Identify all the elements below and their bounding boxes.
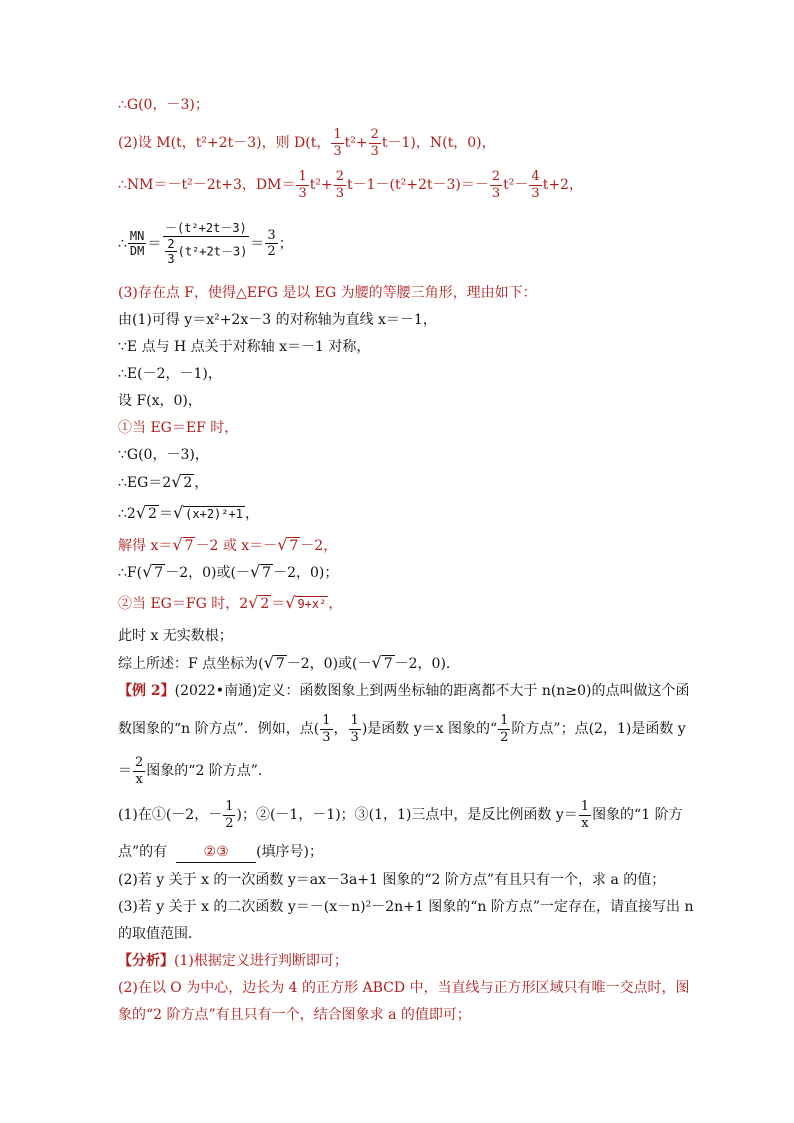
text: t+2，: [542, 177, 583, 194]
line-no-root: 此时 x 无实数根；: [118, 628, 233, 644]
sqrt: √ 9+x²: [285, 593, 327, 612]
text: t－1－(t²+2t－3)＝－: [347, 177, 489, 194]
text: ②当 EG＝FG 时，2: [118, 596, 249, 612]
denominator: x: [135, 771, 143, 787]
denominator: 3: [350, 729, 359, 745]
line-case1: ①当 EG＝EF 时，: [118, 420, 239, 436]
denominator: x: [581, 815, 589, 831]
line-case2: [118, 593, 342, 614]
text: ＝: [250, 235, 265, 252]
denominator: 3: [491, 185, 501, 201]
analysis-tag: 【分析】: [118, 953, 174, 969]
text: ∴EG＝2: [118, 475, 172, 491]
numerator: 3: [267, 227, 276, 243]
text: －2，0)或(－: [286, 656, 372, 672]
line-q3-cont: 的取值范围．: [118, 926, 202, 942]
denominator: 3: [333, 143, 342, 159]
line-f-result: [118, 562, 338, 583]
line-analysis-2: (2)在以 O 为中心，边长为 4 的正方形 ABCD 中，当直线与正方形区域只有唯一交点时，图: [118, 980, 690, 996]
fraction: [133, 756, 145, 786]
numerator: 1: [350, 713, 359, 728]
text: ，: [194, 475, 209, 491]
text: －2，0)；: [273, 565, 339, 581]
numerator: 2: [167, 236, 175, 251]
line-analysis-3: 象的“2 阶方点”有且只有一个，结合图象求 a 的值即可；: [118, 1007, 471, 1023]
line-summary: [118, 653, 450, 674]
text: ，: [328, 596, 343, 612]
numerator: 2: [370, 127, 379, 142]
line-part3: (3)存在点 F，使得△EFG 是以 EG 为腰的等腰三角形，理由如下：: [118, 285, 537, 301]
text: －2 或 x＝－: [195, 538, 278, 554]
answer-blank: ②③: [176, 842, 256, 863]
fraction: [369, 128, 381, 158]
numerator: 1: [500, 713, 509, 728]
radicand: 2: [148, 506, 157, 522]
numerator: 1: [333, 127, 342, 142]
line-eg: [118, 472, 208, 493]
text: ∴2: [118, 506, 136, 522]
line-g-coord: ∴G(0，－3)；: [118, 97, 209, 113]
sqrt: √ 2: [135, 503, 157, 522]
sqrt: √ 2: [171, 472, 193, 491]
numerator: 2: [135, 755, 144, 770]
line-example-def: [118, 714, 686, 744]
sqrt: √ 7: [249, 562, 272, 581]
line-set-m: [118, 128, 496, 158]
line-q1: [118, 800, 683, 830]
text: 阶方点”；点(2，1)是函数 y: [511, 721, 686, 738]
text: t－1)，N(t，0)，: [381, 135, 496, 152]
line-q1-answer: [118, 842, 323, 863]
text: ∴F(: [118, 565, 143, 581]
text: (1)在①(－2，－: [118, 807, 223, 824]
numerator: MN: [129, 228, 145, 243]
text: )是函数 y＝x 图象的“: [361, 721, 498, 738]
sqrt: √ (x+2)²+1: [172, 503, 243, 522]
numerator: 1: [225, 799, 234, 814]
text: t²+: [344, 135, 368, 152]
radicand: 7: [154, 565, 164, 581]
line-set-f: 设 F(x，0)，: [118, 393, 202, 409]
line-example-func: [118, 756, 272, 786]
line-e-coord: ∴E(－2，－1)，: [118, 366, 222, 382]
sqrt: √ 2: [248, 593, 270, 612]
denominator: 2: [225, 815, 234, 831]
text: ＝: [158, 506, 173, 522]
sqrt: √ 7: [172, 535, 194, 554]
text: ∴: [118, 235, 127, 252]
radicand: 7: [262, 565, 272, 581]
radicand: 2: [183, 475, 193, 491]
denominator: 3: [167, 252, 175, 267]
radicand: 7: [289, 538, 299, 554]
text: 图象的“2 阶方点”．: [146, 763, 272, 780]
denominator: 2: [267, 244, 276, 260]
denominator: 3: [298, 185, 307, 201]
text: t²+: [309, 177, 333, 194]
line-solve: [118, 535, 337, 556]
denominator: 3: [531, 185, 540, 201]
text: ＝: [271, 596, 286, 612]
fraction: [498, 714, 510, 744]
text: ∴NM＝－t²－2t+3，DM＝: [118, 177, 296, 194]
sqrt: √ 7: [277, 535, 299, 554]
line-analysis: [118, 951, 348, 971]
radicand: 7: [184, 538, 194, 554]
text: 综上所述：F 点坐标为(: [118, 656, 264, 672]
text: 图象的“1 阶方: [592, 807, 683, 824]
radicand: 2: [260, 596, 270, 612]
text: ＝: [147, 235, 162, 252]
denominator: DM: [129, 244, 145, 259]
fraction: [579, 800, 591, 830]
fraction: [334, 170, 346, 200]
fraction: [165, 238, 176, 266]
text: (2)设 M(t，t²+2t－3)，则 D(t，: [118, 135, 331, 152]
fraction: [223, 800, 235, 830]
fraction: [529, 170, 541, 200]
line-example2: [118, 681, 689, 701]
fraction: [265, 229, 277, 259]
line-ratio: [118, 222, 293, 266]
text: 解得 x＝: [118, 538, 173, 554]
text: (t²+2t－3): [177, 244, 248, 259]
denominator: 2: [500, 729, 509, 745]
numerator: 1: [322, 713, 331, 728]
line-g-again: ∵G(0，－3)，: [118, 447, 209, 463]
line-symmetric: ∵E 点与 H 点关于对称轴 x＝－1 对称，: [118, 339, 371, 355]
text: 点”的有: [118, 844, 168, 860]
numerator: 1: [580, 799, 590, 814]
line-q3: (3)若 y 关于 x 的二次函数 y＝－(x－n)²－2n+1 图象的“n 阶方点”一定存在，请直接写出 n: [118, 899, 694, 915]
line-equation: [118, 503, 259, 524]
text: )；②(－1，－1)；③(1，1)三点中，是反比例函数 y＝: [236, 807, 578, 824]
denominator: 3: [335, 185, 344, 201]
fraction: [128, 230, 146, 258]
radicand: 9+x²: [297, 597, 327, 611]
text: ，: [244, 506, 259, 522]
radicand: 7: [383, 656, 393, 672]
text: (2022•南通)定义：函数图象上到两坐标轴的距离都不大于 n(n≥0)的点叫做这个函: [174, 683, 690, 699]
numerator: －(t²+2t－3): [164, 221, 247, 235]
text: －2，0)或(－: [165, 565, 250, 581]
text: －2，: [300, 538, 338, 554]
numerator: 2: [491, 169, 501, 184]
sqrt: √ 7: [142, 562, 164, 581]
text: ＝: [118, 763, 132, 780]
line-axis: 由(1)可得 y＝x²+2x－3 的对称轴为直线 x＝－1，: [118, 312, 437, 328]
sqrt: √ 7: [263, 653, 285, 672]
example-tag: 【例 2】: [118, 683, 175, 699]
denominator: [162, 237, 249, 266]
radicand: 7: [275, 656, 285, 672]
text: 数图象的“n 阶方点”．例如，点(: [118, 721, 320, 738]
fraction: [320, 714, 332, 744]
denominator: 3: [370, 143, 379, 159]
text: (1)根据定义进行判断即可；: [174, 953, 348, 969]
sqrt: √ 7: [371, 653, 393, 672]
fraction: [349, 714, 361, 744]
text: (填序号)；: [256, 844, 324, 860]
text: ；: [278, 235, 293, 252]
text: ，: [333, 721, 348, 738]
numerator: 4: [531, 169, 540, 184]
denominator: 3: [322, 729, 331, 745]
numerator: 2: [335, 169, 344, 184]
fraction: [296, 170, 308, 200]
text: t²－: [503, 177, 529, 194]
text: －2，0).: [394, 656, 451, 672]
radicand: (x+2)²+1: [185, 507, 243, 521]
fraction: [490, 170, 502, 200]
line-q2: (2)若 y 关于 x 的一次函数 y＝ax－3a+1 图象的“2 阶方点”有且只有一个，求 a 的值；: [118, 872, 666, 888]
line-nm-dm: [118, 170, 583, 200]
fraction: [331, 128, 343, 158]
numerator: 1: [298, 169, 307, 184]
fraction: [162, 222, 249, 266]
